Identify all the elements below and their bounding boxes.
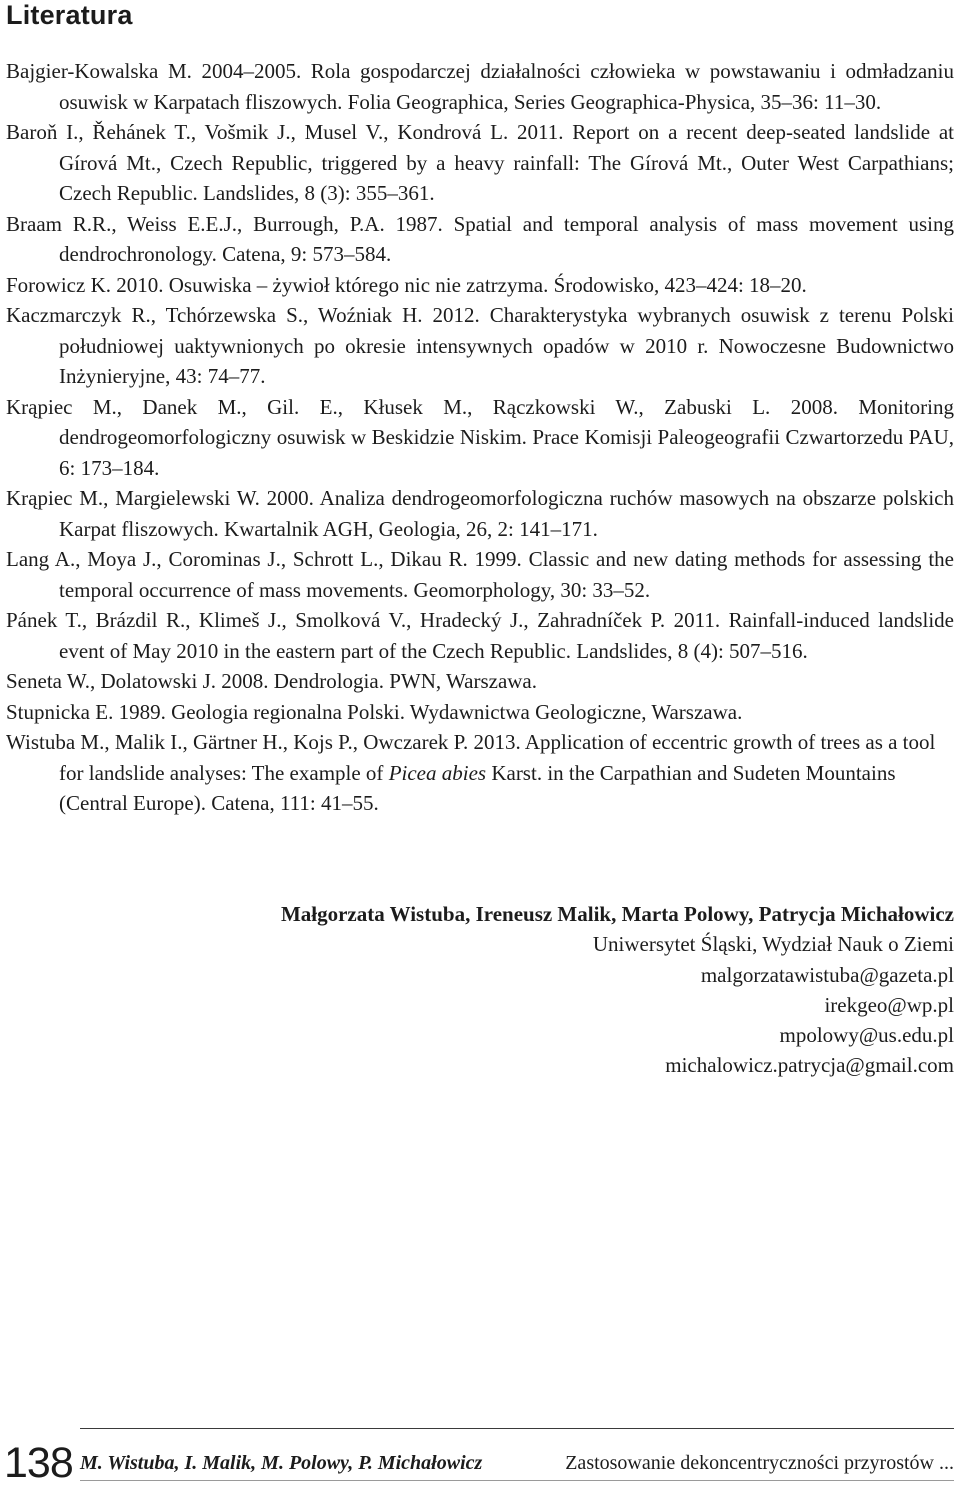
author-information [54, 899, 954, 1081]
reference-item: Pánek T., Brázdil R., Klimeš J., Smolková V., Hradecký J., Zahradníček P. 2011. Rainfall-induced landslide event of May 2010 in the eastern part of the Czech Republic. Landslides, 8 (4): 507–516. [6, 608, 954, 663]
reference-text: Wistuba M., Malik I., Gärtner H., Kojs P., Owczarek P. 2013. Application of eccentric growth of trees as a tool for landslide analyses: The example of [6, 730, 936, 785]
section-heading: Literatura [6, 0, 133, 30]
author-names: Małgorzata Wistuba, Ireneusz Malik, Marta Polowy, Patrycja Michałowicz [280, 902, 954, 926]
reference-item: Stupnicka E. 1989. Geologia regionalna Polski. Wydawnictwa Geologiczne, Warszawa. [6, 699, 743, 724]
reference-item: Kaczmarczyk R., Tchórzewska S., Woźniak H. 2012. Charakterystyka wybranych osuwisk z terenu Polski południowej uaktywnionych po okresie intensywnych opadów w 2010 r. Nowoczesne Budownictwo Inżynieryjne, 43: 74–77. [6, 303, 954, 388]
species-name: Picea abies [388, 760, 487, 785]
email-address: mpolowy@us.edu.pl [779, 1023, 954, 1048]
reference-text: Karst. in the Carpathian and Sudeten Mountains (Central Europe). Catena, 111: 41–55. [59, 760, 896, 815]
affiliation: Uniwersytet Śląski, Wydział Nauk o Ziemi [592, 932, 954, 957]
reference-item: Lang A., Moya J., Corominas J., Schrott L., Dikau R. 1999. Classic and new dating methods for assessing the temporal occurrence of mass movements. Geomorphology, 30: 33–52. [6, 547, 954, 602]
reference-item: Krąpiec M., Margielewski W. 2000. Analiza dendrogeomorfologiczna ruchów masowych na obszarze polskich Karpat fliszowych. Kwartalnik AGH, Geologia, 26, 2: 141–171. [6, 486, 954, 541]
footer-divider [80, 1428, 954, 1429]
email-address: irekgeo@wp.pl [824, 992, 954, 1017]
reference-item: Seneta W., Dolatowski J. 2008. Dendrologia. PWN, Warszawa. [6, 669, 537, 693]
email-address: michalowicz.patrycja@gmail.com [665, 1053, 954, 1078]
page-number: 138 [4, 1439, 73, 1487]
running-footer-authors: M. Wistuba, I. Malik, M. Polowy, P. Michałowicz [80, 1452, 483, 1474]
reference-item: Braam R.R., Weiss E.E.J., Burrough, P.A. 1987. Spatial and temporal analysis of mass movement using dendrochronology. Catena, 9: 573–584. [6, 211, 954, 266]
reference-list [6, 56, 954, 819]
footer-underline [80, 1480, 954, 1481]
running-footer-title: Zastosowanie dekoncentryczności przyrostów ... [565, 1452, 954, 1474]
reference-item: Bajgier-Kowalska M. 2004–2005. Rola gospodarczej działalności człowieka w powstawaniu i odmładzaniu osuwisk w Karpatach fliszowych. Folia Geographica, Series Geographica-Physica, 35–36: 11–30. [6, 59, 954, 114]
reference-item: Forowicz K. 2010. Osuwiska – żywioł którego nic nie zatrzyma. Środowisko, 423–424: 18–20. [6, 272, 807, 297]
email-address: malgorzatawistuba@gazeta.pl [700, 962, 954, 987]
reference-item: Krąpiec M., Danek M., Gil. E., Kłusek M., Rączkowski W., Zabuski L. 2008. Monitoring dendrogeomorfologiczny osuwisk w Beskidzie Niskim. Prace Komisji Paleogeografii Czwartorzedu PAU, 6: 173–184. [6, 394, 954, 480]
reference-item [6, 727, 954, 819]
reference-item: Baroň I., Řehánek T., Vošmik J., Musel V., Kondrová L. 2011. Report on a recent deep-seated landslide at Gírová Mt., Czech Republic, triggered by a heavy rainfall: The Gírová Mt., Outer West Carpathians; Czech Republic. Landslides, 8 (3): 355–361. [6, 120, 954, 205]
